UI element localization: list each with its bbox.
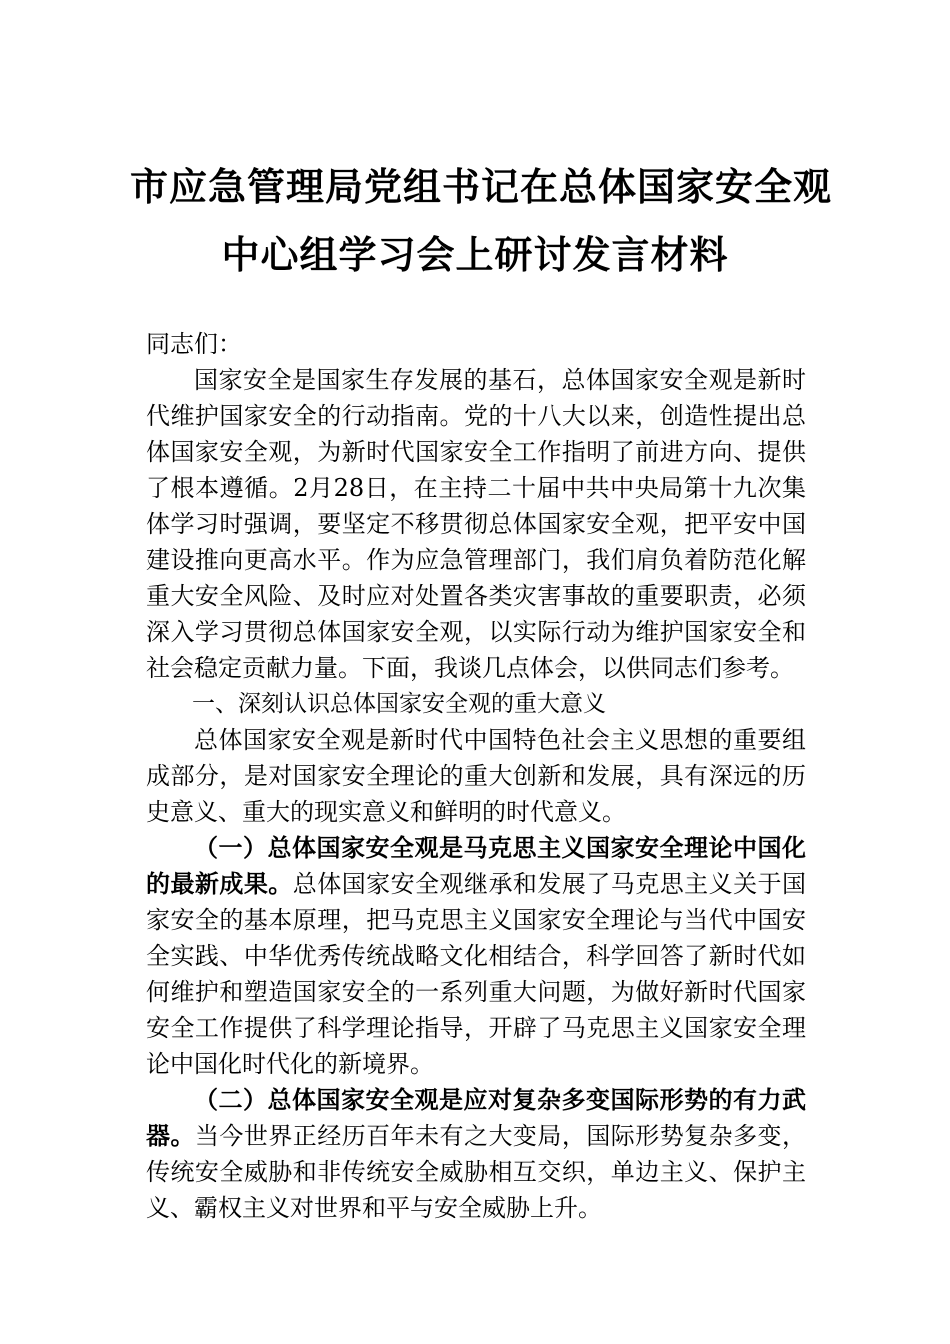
point-2-text: 当今世界正经历百年未有之大变局，国际形势复杂多变，传统安全威胁和非传统安全威胁相互交织，单边主义、保护主义、霸权主义对世界和平与安全威胁上升。 bbox=[146, 1122, 807, 1222]
section-1-point-2 bbox=[146, 1082, 806, 1226]
intro-paragraph: 国家安全是国家生存发展的基石，总体国家安全观是新时代维护国家安全的行动指南。党的十八大以来，创造性提出总体国家安全观，为新时代国家安全工作指明了前进方向、提供了根本遵循。2月28日，在主持二十届中共中央局第十九次集体学习时强调，要坚定不移贯彻总体国家安全观，把平安中国建设推向更高水平。作为应急管理部门，我们肩负着防范化解重大安全风险、及时应对处置各类灾害事故的重要职责，必须深入学习贯彻总体国家安全观，以实际行动为维护国家安全和社会稳定贡献力量。下面，我谈几点体会，以供同志们参考。 bbox=[146, 366, 806, 682]
document-body bbox=[146, 326, 806, 1226]
section-1-point-1 bbox=[146, 830, 806, 1082]
point-1-heading: （一）总体国家安全观是马克思主义国家安全理论中国化的最新成果。 bbox=[146, 833, 806, 898]
document-title-line-1: 市应急管理局党组书记在总体国家安全观 bbox=[130, 165, 833, 209]
section-1-heading: 一、深刻认识总体国家安全观的重大意义 bbox=[192, 691, 606, 717]
document-title-line-2: 中心组学习会上研讨发言材料 bbox=[221, 233, 729, 277]
section-1-intro: 总体国家安全观是新时代中国特色社会主义思想的重要组成部分，是对国家安全理论的重大创新和发展，具有深远的历史意义、重大的现实意义和鲜明的时代意义。 bbox=[146, 726, 806, 826]
point-1-text: 总体国家安全观继承和发展了马克思主义关于国家安全的基本原理，把马克思主义国家安全理论与当代中国安全实践、中华优秀传统战略文化相结合，科学回答了新时代如何维护和塑造国家安全的一系列重大问题，为做好新时代国家安全工作提供了科学理论指导，开辟了马克思主义国家安全理论中国化时代化的新境界。 bbox=[146, 870, 807, 1078]
point-2-heading: （二）总体国家安全观是应对复杂多变国际形势的有力武器。 bbox=[146, 1085, 806, 1150]
salutation: 同志们： bbox=[146, 330, 242, 358]
